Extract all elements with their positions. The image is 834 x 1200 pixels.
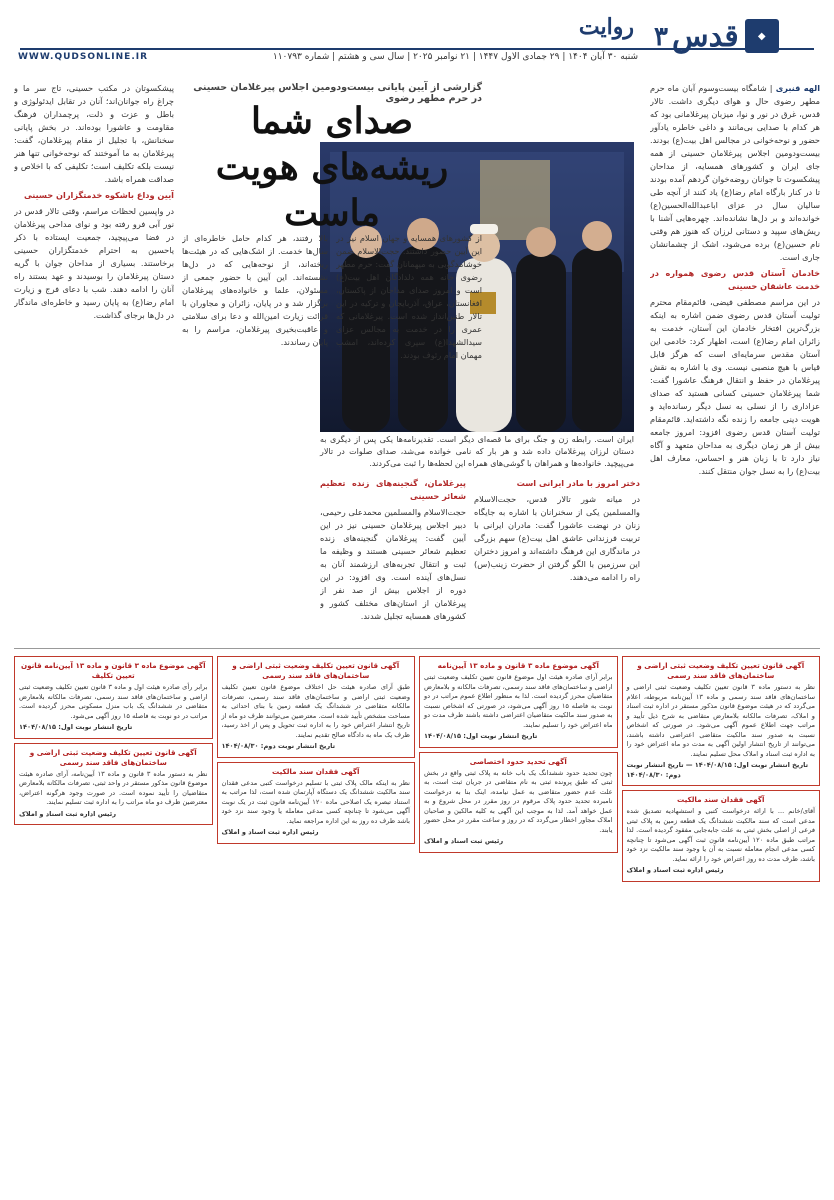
legal-notices [14,656,820,1196]
subheading-3: پیرغلامان، گنجینه‌های زنده تعظیم شعائر حسینی [320,478,466,501]
notice-body: برابر رأی صادره هیئت اول و ماده ۳ قانون تعیین تکلیف وضعیت ثبتی اراضی و ساختمان‌های فاقد سند رسمی، تصرفات مالکانه بلامعارض متقاضی در ششدانگ یک باب منزل مسکونی محرز گردیده است. مراتب در دو نوبت به فاصله ۱۵ روز آگهی می‌شود. [19,683,208,720]
story-column-lower-right [336,232,482,642]
notice-signature: رئیس ثبت اسناد و املاک [424,837,504,845]
subheading-4: آیین وداع باشکوه خدمتگزاران حسینی [23,190,174,200]
notice-signature: تاریخ انتشار نوبت اول: ۱۴۰۴/۰۸/۱۵ — تاریخ انتشار نوبت دوم: ۱۴۰۴/۰۸/۳۰ [626,761,809,779]
legal-notice [217,656,416,758]
notice-signature: تاریخ انتشار نوبت اول: ۱۴۰۴/۰۸/۱۵ [424,732,538,740]
notice-body: آقای/خانم ... با ارائه درخواست کتبی و استشهادیه تصدیق شده مدعی است که سند مالکیت ششدانگ یک قطعه زمین به پلاک ثبتی فرعی از اصلی بخش ثبتی به علت جابه‌جایی مفقود گردیده است. لذا مراتب طبق ماده ۱۲۰ آیین‌نامه قانون ثبت آگهی می‌شود تا چنانچه کسی مدعی انجام معامله نسبت به آن یا وجود سند مالکیت نزد خود باشد، ظرف مدت ده روز اعتراض خود را ارائه نماید. [626,807,815,863]
website-link[interactable]: WWW.QUDSONLINE.IR [18,52,149,62]
legal-notice [14,743,213,826]
story-text-5: از کشورهای همسایه و جهان اسلام نیز در این آیین حضور داشتند. حجت‌الاسلام ضمن خوشامدگویی به میهمانان گفت: حرم مطهر رضوی خانه همه دلدادگان اهل بیت(ع) است و امروز صدای مداحان از پاکستان، افغانستان، عراق، آذربایجان و ترکیه در این تالار طنین‌انداز شده است. پیرغلامانی که عمری را در خدمت به مجالس عزای سیدالشهدا(ع) سپری کرده‌اند، امشب مهمان امام رئوف بودند. [336,233,482,360]
notice-signature: رئیس اداره ثبت اسناد و املاک [221,828,319,836]
notice-title: آگهی موضوع ماده ۳ قانون و ماده ۱۳ آیین‌نامه قانون تعیین تکلیف [20,661,206,680]
story-text-7: پیشکسوتان در مکتب حسینی، تاج سر ما و چراغ راه جوانان‌اند؛ آنان در تقابل ایدئولوژی و باطل و عزت و ذلت، پرچمداران فرهنگ مقاومت و عاشورا بوده‌اند. در بخش پایانی سخنانش، با تجلیل از مقام پیرغلامان، گفت: پیرغلامان به ما آموختند که نوحه‌خوانی تنها هنر نیست بلکه تکلیف است؛ تکلیفی که با اخلاص و صداقت همراه باشد. [14,83,174,184]
masthead [0,0,834,82]
notice-body: نظر به دستور ماده ۳ قانون و ماده ۱۳ آیین‌نامه، آرای صادره هیئت موضوع قانون مذکور مستقر در واحد ثبتی، تصرفات مالکانه بلامعارض متقاضیان را تأیید نموده است. در صورت وجود هرگونه اعتراض، معترضین ظرف دو ماه مراتب را به اداره ثبت تسلیم نمایند. [19,769,208,806]
story-column-lower-left [182,232,328,642]
story-headline: صدای شما ریشه‌های هویت ماست [215,100,449,234]
legal-notice [622,790,821,882]
legal-notice [419,752,618,853]
story-kicker: گزارشی از آیین پایانی بیست‌ودومین اجلاس پیرغلامان حسینی در حرم مطهر رضوی [193,82,482,104]
newspaper-logo[interactable] [672,6,822,66]
notice-title: آگهی فقدان سند مالکیت [271,766,360,776]
notice-title: آگهی فقدان سند مالکیت [676,795,765,804]
notice-body: چون تحدید حدود ششدانگ یک باب خانه به پلاک ثبتی واقع در بخش ثبتی که طبق پرونده ثبتی به نام متقاضی در جریان ثبت است، به علت عدم حضور متقاضی به عمل نیامده، اینک بنا به درخواست نامبرده تحدید حدود پلاک مرقوم در روز مقرر در محل شروع و به عمل خواهد آمد. لذا به موجب این آگهی به کلیه مالکین و صاحبان املاک مجاور اخطار می‌گردد که در روز و ساعت مقرر در محل حضور یابند. [424,768,613,834]
notice-body: نظر به دستور ماده ۳ قانون تعیین تکلیف وضعیت ثبتی اراضی و ساختمان‌های فاقد سند رسمی و ماده ۱۳ آیین‌نامه مربوطه، اعلام می‌گردد که در هیئت موضوع قانون مذکور مستقر در اداره ثبت اسناد و املاک، تصرفات مالکانه بلامعارض متقاضی به شرح ذیل تأیید و مراتب جهت اطلاع عموم آگهی می‌شود. در صورتی که اشخاص نسبت به صدور سند مالکیت متقاضی اعتراضی داشته باشند، می‌توانند از تاریخ انتشار اولین آگهی به مدت دو ماه اعتراض خود را به اداره ثبت اسناد و املاک محل تسلیم نمایند. [626,683,816,758]
logo-text: قدس [672,18,739,54]
section-divider [14,648,820,649]
ads-column-1 [622,656,821,1196]
story-text-1: | شامگاه بیست‌وسوم آبان ماه حرم مطهر رضوی حال و هوای دیگری داشت. تالار قدس، غرق در نور و نوا، میزبان پیرغلامانی بود که هر کدام با صدایی بی‌مانند و داغی خاطره یادآور حضور و نوحه‌خوانی در مجالس اهل بیت(ع) بودند. بیست‌ودومین اجلاس پیرغلامان حسینی از همه جای ایران و کشورهای همسایه، از مداحان پیشکسوت تا جوانان روضه‌خوان گردهم آمده بودند تا در کنار بارگاه امام رضا(ع) یاد کنند از آنچه طی سالیان سال در عزای اباعبدالله‌الحسین(ع) خوانده‌اند و بر دل‌ها نشانده‌اند. چهره‌هایی آشنا با ریش‌های سپید و دستانی لرزان که هنوز هم وقتی نام حسین(ع) برده می‌شود، اشک از چشمانشان جاری است. [650,83,820,262]
ads-column-2 [419,656,618,1196]
subheading-1: خادمان آستان قدس رضوی همواره در خدمت عاشقان حسینی [650,268,820,291]
story-text-3: در میانه شور تالار قدس، حجت‌الاسلام والمسلمین یکی از سخنرانان با اشاره به جایگاه زنان در نهضت عاشورا گفت: مادران ایرانی با تربیت فرزندانی عاشق اهل بیت(ع) سهم بزرگی در ماندگاری این فرهنگ داشته‌اند و امروز دختران این سرزمین با الگو گرفتن از حضرت زینب(س) راه را ادامه می‌دهند. [474,494,640,582]
logo-emblem-icon: ◆ [745,19,779,53]
story-text-8: در واپسین لحظات مراسم، وقتی تالار قدس در نور آبی فرو رفته بود و نوای مداحی پیرغلامان در فضا می‌پیچید، جمعیت ایستاده با ذکر یاحسین به احترام خدمتگزاران حسینی برخاستند. بسیاری از مداحان جوان با گریه دستان پیرغلامان را بوسیدند و عهد بستند راه آنان را ادامه دهند. شب با دعای فرج و زیارت امام رضا(ع) به پایان رسید و خاطره‌ای ماندگار در دل‌ها برجای گذاشت. [14,206,174,320]
story-text-4: حجت‌الاسلام والمسلمین محمدعلی رحیمی، دبیر اجلاس پیرغلامان حسینی نیز در این آیین گفت: پیرغلامان گنجینه‌های زنده تعظیم شعائر حسینی هستند و وظیفه ما ثبت و انتقال تجربه‌های ارزشمند آنان به نسل‌های آینده است. وی افزود: در این دوره از اجلاس بیش از صد نفر از پیرغلامان از استان‌های مختلف کشور و کشورهای همسایه تجلیل شدند. [320,507,466,621]
ads-column-3 [217,656,416,1196]
story-column-mid-right [474,474,640,642]
legal-notice [622,656,821,786]
notice-title: آگهی قانون تعیین تکلیف وضعیت ثبتی اراضی و ساختمان‌های فاقد سند رسمی [637,661,805,680]
issue-date: شنبه ۳۰ آبان ۱۴۰۴ | ۲۹ جمادی الاول ۱۴۴۷ | ۲۱ نوامبر ۲۰۲۵ | سال سی و هشتم | شماره ۱۱۰۷۹۳ [272,52,638,62]
notice-title: آگهی قانون تعیین تکلیف وضعیت ثبتی اراضی و ساختمان‌های فاقد سند رسمی [232,661,400,680]
notice-signature: تاریخ انتشار نوبت اول: ۱۴۰۴/۰۸/۱۵ [19,723,133,731]
story-column-left [14,82,174,642]
subheading-2: دختر امروز با مادر ایرانی است [516,478,640,488]
story-text-2: در این مراسم مصطفی فیضی، قائم‌مقام محترم تولیت آستان قدس رضوی ضمن اشاره به اینکه بزرگ‌ترین افتخار خادمان این آستان، خدمت به زائران امام رضا(ع) است، اظهار کرد: خادمی این آستان مقدس سرمایه‌ای است که هرگز قابل قیاس با هیچ منصبی نیست. وی با اشاره به نقش پیرغلامان در حفظ و انتقال فرهنگ عاشورا گفت: شما پیرغلامان حسینی کسانی هستید که صدای عزاداری را از نسلی به نسل دیگر رسانده‌اید و هویت دینی جامعه را زنده نگه داشته‌اید. قائم‌مقام تولیت آستان قدس رضوی افزود: امروز جامعه بیش از هر زمان دیگری به مداحان متعهد و آگاه نیاز دارد تا با زبان هنر و احساس، معارف اهل بیت(ع) را به نسل جوان منتقل کنند. [650,297,820,476]
legal-notice [217,762,416,844]
notice-signature: رئیس اداره ثبت اسناد و املاک [19,809,116,818]
byline: الهه قنبری [775,83,820,93]
notice-body: برابر آرای صادره هیئت اول موضوع قانون تعیین تکلیف وضعیت ثبتی اراضی و ساختمان‌های فاقد سند رسمی، تصرفات مالکانه و بلامعارض متقاضیان محرز گردیده است. لذا به منظور اطلاع عموم مراتب در دو نوبت به فاصله ۱۵ روز آگهی می‌شود، در صورتی که اشخاص نسبت به صدور سند مالکیت متقاضیان اعتراضی داشته باشند ظرف مدت دو ماه اعتراض خود را تسلیم نمایند. [424,673,613,729]
section-title: روایت [578,14,634,40]
notice-title: آگهی موضوع ماده ۳ قانون و ماده ۱۳ آیین‌نامه [437,661,599,670]
story-column-right [650,82,820,642]
legal-notice [14,656,213,739]
ads-column-4 [14,656,213,1196]
notice-signature: تاریخ انتشار نوبت دوم: ۱۴۰۴/۰۸/۳۰ [221,742,336,750]
notice-title: آگهی قانون تعیین تکلیف وضعیت ثبتی اراضی و ساختمان‌های فاقد سند رسمی [29,747,197,767]
notice-body: طبق آرای صادره هیئت حل اختلاف موضوع قانون تعیین تکلیف وضعیت ثبتی اراضی و ساختمان‌های فاقد سند رسمی، تصرفات مالکانه متقاضی در ششدانگ یک قطعه زمین با بنای احداثی به مساحت مشخص تأیید شده است. معترضین می‌توانند ظرف دو ماه از تاریخ انتشار اعتراض خود را به اداره ثبت تحویل و پس از اخذ رسید، ظرف یک ماه به دادگاه صالح تقدیم نمایند. [221,683,410,739]
caption-text: ایران است. رابطه زن و جنگ برای ما قصه‌ای دیگر است. تقدیرنامه‌ها یکی پس از دیگری به دستان لرزان پیرغلامان داده شد و هر بار که نامی خوانده می‌شد، صدای صلوات در تالار می‌پیچید. خانواده‌ها و همراهان با گوشی‌های همراه این لحظه‌ها را ثبت می‌کردند. [320,435,634,468]
story-text-6: بالا رفتند، هر کدام حامل خاطره‌ای از سال‌ها خدمت. از اشک‌هایی که در هیئت‌ها ریخته‌اند، از نوحه‌هایی که در دل‌ها نشسته‌اند. این آیین با حضور جمعی از مسئولان، علما و خانواده‌های پیرغلامان برگزار شد و در پایان، زائران و مجاوران با قرائت زیارت امین‌الله و دعا برای سلامتی و عاقبت‌بخیری پیرغلامان، مراسم را به پایان رساندند. [182,233,328,347]
page-number: ۳ [654,22,668,52]
header-rule [20,48,814,50]
notice-signature: رئیس اداره ثبت اسناد و املاک [626,866,724,874]
legal-notice [419,656,618,748]
dateline [18,52,638,62]
main-story [14,82,820,642]
notice-body: نظر به اینکه مالک پلاک ثبتی با تسلیم درخواست کتبی مدعی فقدان سند مالکیت ششدانگ یک دستگاه آپارتمان شده است، لذا مراتب به استناد تبصره یک اصلاحی ماده ۱۲۰ آیین‌نامه قانون ثبت در یک نوبت آگهی می‌شود تا چنانچه کسی مدعی معامله یا وجود سند نزد خود باشد ظرف ده روز به این اداره مراجعه نماید. [221,778,410,825]
story-lower-columns [182,232,482,642]
notice-title: آگهی تحدید حدود اختصاصی [469,756,567,766]
